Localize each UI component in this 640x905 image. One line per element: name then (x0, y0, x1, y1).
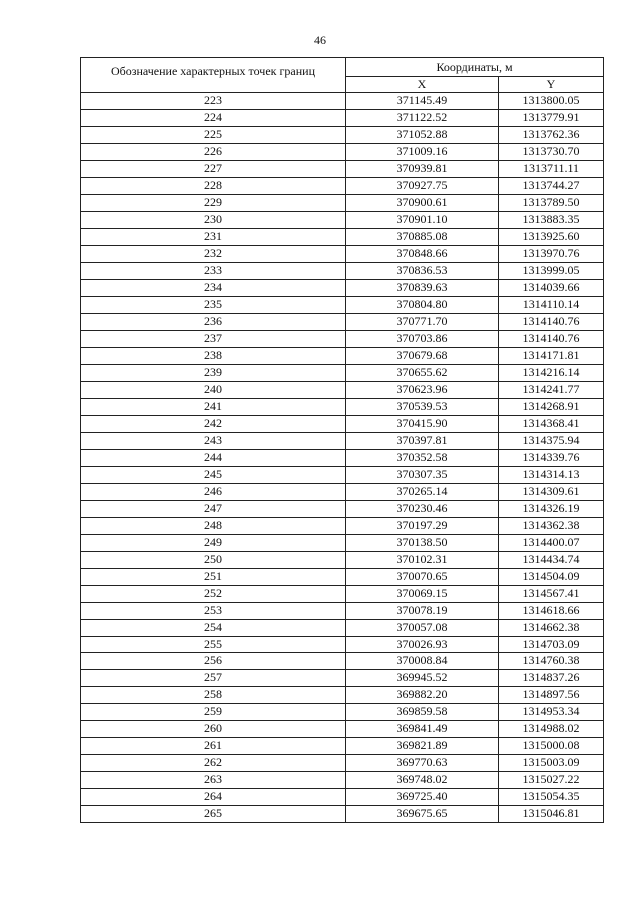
y-coordinate-cell: 1313800.05 (499, 93, 604, 110)
header-points: Обозначение характерных точек границ (81, 58, 346, 93)
x-coordinate-cell: 370539.53 (346, 398, 499, 415)
x-coordinate-cell: 370900.61 (346, 194, 499, 211)
table-row (81, 789, 604, 806)
table-row (81, 93, 604, 110)
x-coordinate-cell: 370397.81 (346, 432, 499, 449)
y-coordinate-cell: 1314400.07 (499, 534, 604, 551)
y-coordinate-cell: 1314339.76 (499, 449, 604, 466)
table-row (81, 704, 604, 721)
table-row (81, 483, 604, 500)
y-coordinate-cell: 1314268.91 (499, 398, 604, 415)
x-coordinate-cell: 370836.53 (346, 262, 499, 279)
y-coordinate-cell: 1314368.41 (499, 415, 604, 432)
point-id-cell: 261 (81, 738, 346, 755)
point-id-cell: 243 (81, 432, 346, 449)
table-row (81, 653, 604, 670)
x-coordinate-cell: 370102.31 (346, 551, 499, 568)
y-coordinate-cell: 1314171.81 (499, 347, 604, 364)
point-id-cell: 247 (81, 500, 346, 517)
table-row (81, 772, 604, 789)
x-coordinate-cell: 370901.10 (346, 211, 499, 228)
x-coordinate-cell: 371122.52 (346, 109, 499, 126)
point-id-cell: 250 (81, 551, 346, 568)
y-coordinate-cell: 1314897.56 (499, 687, 604, 704)
point-id-cell: 223 (81, 93, 346, 110)
point-id-cell: 237 (81, 330, 346, 347)
table-row (81, 381, 604, 398)
point-id-cell: 254 (81, 619, 346, 636)
table-row (81, 211, 604, 228)
point-id-cell: 260 (81, 721, 346, 738)
point-id-cell: 262 (81, 755, 346, 772)
x-coordinate-cell: 370839.63 (346, 279, 499, 296)
x-coordinate-cell: 370026.93 (346, 636, 499, 653)
point-id-cell: 228 (81, 177, 346, 194)
y-coordinate-cell: 1313762.36 (499, 126, 604, 143)
y-coordinate-cell: 1314309.61 (499, 483, 604, 500)
point-id-cell: 240 (81, 381, 346, 398)
table-row (81, 721, 604, 738)
x-coordinate-cell: 370265.14 (346, 483, 499, 500)
point-id-cell: 235 (81, 296, 346, 313)
y-coordinate-cell: 1313779.91 (499, 109, 604, 126)
x-coordinate-cell: 370623.96 (346, 381, 499, 398)
y-coordinate-cell: 1314140.76 (499, 313, 604, 330)
point-id-cell: 238 (81, 347, 346, 364)
x-coordinate-cell: 370939.81 (346, 160, 499, 177)
point-id-cell: 265 (81, 806, 346, 823)
table-row (81, 670, 604, 687)
point-id-cell: 227 (81, 160, 346, 177)
point-id-cell: 241 (81, 398, 346, 415)
y-coordinate-cell: 1314362.38 (499, 517, 604, 534)
table-row (81, 449, 604, 466)
coordinates-table (80, 57, 604, 823)
x-coordinate-cell: 370703.86 (346, 330, 499, 347)
x-coordinate-cell: 370078.19 (346, 602, 499, 619)
point-id-cell: 259 (81, 704, 346, 721)
x-coordinate-cell: 369748.02 (346, 772, 499, 789)
table-row (81, 313, 604, 330)
table-row (81, 466, 604, 483)
table-row (81, 534, 604, 551)
point-id-cell: 264 (81, 789, 346, 806)
table-row (81, 619, 604, 636)
y-coordinate-cell: 1313925.60 (499, 228, 604, 245)
x-coordinate-cell: 369945.52 (346, 670, 499, 687)
y-coordinate-cell: 1313744.27 (499, 177, 604, 194)
y-coordinate-cell: 1315046.81 (499, 806, 604, 823)
table-row (81, 432, 604, 449)
page-number: 46 (314, 33, 326, 47)
table-row (81, 500, 604, 517)
x-coordinate-cell: 369770.63 (346, 755, 499, 772)
point-id-cell: 263 (81, 772, 346, 789)
table-row (81, 551, 604, 568)
point-id-cell: 256 (81, 653, 346, 670)
point-id-cell: 252 (81, 585, 346, 602)
table-row (81, 568, 604, 585)
point-id-cell: 230 (81, 211, 346, 228)
y-coordinate-cell: 1314662.38 (499, 619, 604, 636)
table-row (81, 585, 604, 602)
y-coordinate-cell: 1314953.34 (499, 704, 604, 721)
point-id-cell: 246 (81, 483, 346, 500)
y-coordinate-cell: 1314314.13 (499, 466, 604, 483)
x-coordinate-cell: 369859.58 (346, 704, 499, 721)
x-coordinate-cell: 371009.16 (346, 143, 499, 160)
x-coordinate-cell: 370069.15 (346, 585, 499, 602)
point-id-cell: 225 (81, 126, 346, 143)
table-row (81, 109, 604, 126)
table-row (81, 296, 604, 313)
y-coordinate-cell: 1314326.19 (499, 500, 604, 517)
x-coordinate-cell: 370352.58 (346, 449, 499, 466)
table-row (81, 194, 604, 211)
x-coordinate-cell: 369841.49 (346, 721, 499, 738)
y-coordinate-cell: 1314837.26 (499, 670, 604, 687)
point-id-cell: 253 (81, 602, 346, 619)
point-id-cell: 242 (81, 415, 346, 432)
table-row (81, 347, 604, 364)
y-coordinate-cell: 1313970.76 (499, 245, 604, 262)
point-id-cell: 229 (81, 194, 346, 211)
x-coordinate-cell: 370771.70 (346, 313, 499, 330)
table-row (81, 126, 604, 143)
x-coordinate-cell: 370070.65 (346, 568, 499, 585)
table-row (81, 143, 604, 160)
y-coordinate-cell: 1315000.08 (499, 738, 604, 755)
x-coordinate-cell: 370138.50 (346, 534, 499, 551)
x-coordinate-cell: 370804.80 (346, 296, 499, 313)
y-coordinate-cell: 1314216.14 (499, 364, 604, 381)
table-row (81, 364, 604, 381)
table-row (81, 636, 604, 653)
x-coordinate-cell: 370057.08 (346, 619, 499, 636)
point-id-cell: 249 (81, 534, 346, 551)
x-coordinate-cell: 370230.46 (346, 500, 499, 517)
point-id-cell: 231 (81, 228, 346, 245)
point-id-cell: 233 (81, 262, 346, 279)
point-id-cell: 245 (81, 466, 346, 483)
point-id-cell: 244 (81, 449, 346, 466)
y-coordinate-cell: 1314504.09 (499, 568, 604, 585)
table-row (81, 738, 604, 755)
point-id-cell: 255 (81, 636, 346, 653)
header-x: X (346, 77, 499, 93)
header-coordinates: Координаты, м (346, 58, 604, 77)
table-row (81, 398, 604, 415)
x-coordinate-cell: 371145.49 (346, 93, 499, 110)
x-coordinate-cell: 370679.68 (346, 347, 499, 364)
x-coordinate-cell: 369821.89 (346, 738, 499, 755)
x-coordinate-cell: 369725.40 (346, 789, 499, 806)
y-coordinate-cell: 1313711.11 (499, 160, 604, 177)
x-coordinate-cell: 370307.35 (346, 466, 499, 483)
point-id-cell: 248 (81, 517, 346, 534)
point-id-cell: 251 (81, 568, 346, 585)
table-row (81, 602, 604, 619)
table-row (81, 517, 604, 534)
x-coordinate-cell: 370848.66 (346, 245, 499, 262)
x-coordinate-cell: 370197.29 (346, 517, 499, 534)
table-row (81, 245, 604, 262)
table-row (81, 177, 604, 194)
table-row (81, 228, 604, 245)
table-row (81, 279, 604, 296)
y-coordinate-cell: 1314760.38 (499, 653, 604, 670)
table-row (81, 415, 604, 432)
x-coordinate-cell: 370415.90 (346, 415, 499, 432)
x-coordinate-cell: 370655.62 (346, 364, 499, 381)
y-coordinate-cell: 1313730.70 (499, 143, 604, 160)
y-coordinate-cell: 1314375.94 (499, 432, 604, 449)
x-coordinate-cell: 369882.20 (346, 687, 499, 704)
y-coordinate-cell: 1315054.35 (499, 789, 604, 806)
y-coordinate-cell: 1314241.77 (499, 381, 604, 398)
y-coordinate-cell: 1313999.05 (499, 262, 604, 279)
y-coordinate-cell: 1314567.41 (499, 585, 604, 602)
y-coordinate-cell: 1314140.76 (499, 330, 604, 347)
table-row (81, 755, 604, 772)
y-coordinate-cell: 1314618.66 (499, 602, 604, 619)
y-coordinate-cell: 1315027.22 (499, 772, 604, 789)
y-coordinate-cell: 1313789.50 (499, 194, 604, 211)
point-id-cell: 257 (81, 670, 346, 687)
table-row (81, 160, 604, 177)
y-coordinate-cell: 1314703.09 (499, 636, 604, 653)
table-row (81, 806, 604, 823)
y-coordinate-cell: 1313883.35 (499, 211, 604, 228)
y-coordinate-cell: 1314988.02 (499, 721, 604, 738)
point-id-cell: 224 (81, 109, 346, 126)
x-coordinate-cell: 371052.88 (346, 126, 499, 143)
x-coordinate-cell: 370885.08 (346, 228, 499, 245)
x-coordinate-cell: 370927.75 (346, 177, 499, 194)
header-y: Y (499, 77, 604, 93)
x-coordinate-cell: 370008.84 (346, 653, 499, 670)
point-id-cell: 232 (81, 245, 346, 262)
y-coordinate-cell: 1314110.14 (499, 296, 604, 313)
table-row (81, 262, 604, 279)
point-id-cell: 226 (81, 143, 346, 160)
x-coordinate-cell: 369675.65 (346, 806, 499, 823)
point-id-cell: 234 (81, 279, 346, 296)
point-id-cell: 239 (81, 364, 346, 381)
point-id-cell: 236 (81, 313, 346, 330)
point-id-cell: 258 (81, 687, 346, 704)
y-coordinate-cell: 1315003.09 (499, 755, 604, 772)
table-row (81, 330, 604, 347)
table-row (81, 687, 604, 704)
y-coordinate-cell: 1314434.74 (499, 551, 604, 568)
y-coordinate-cell: 1314039.66 (499, 279, 604, 296)
table-body (81, 93, 604, 823)
